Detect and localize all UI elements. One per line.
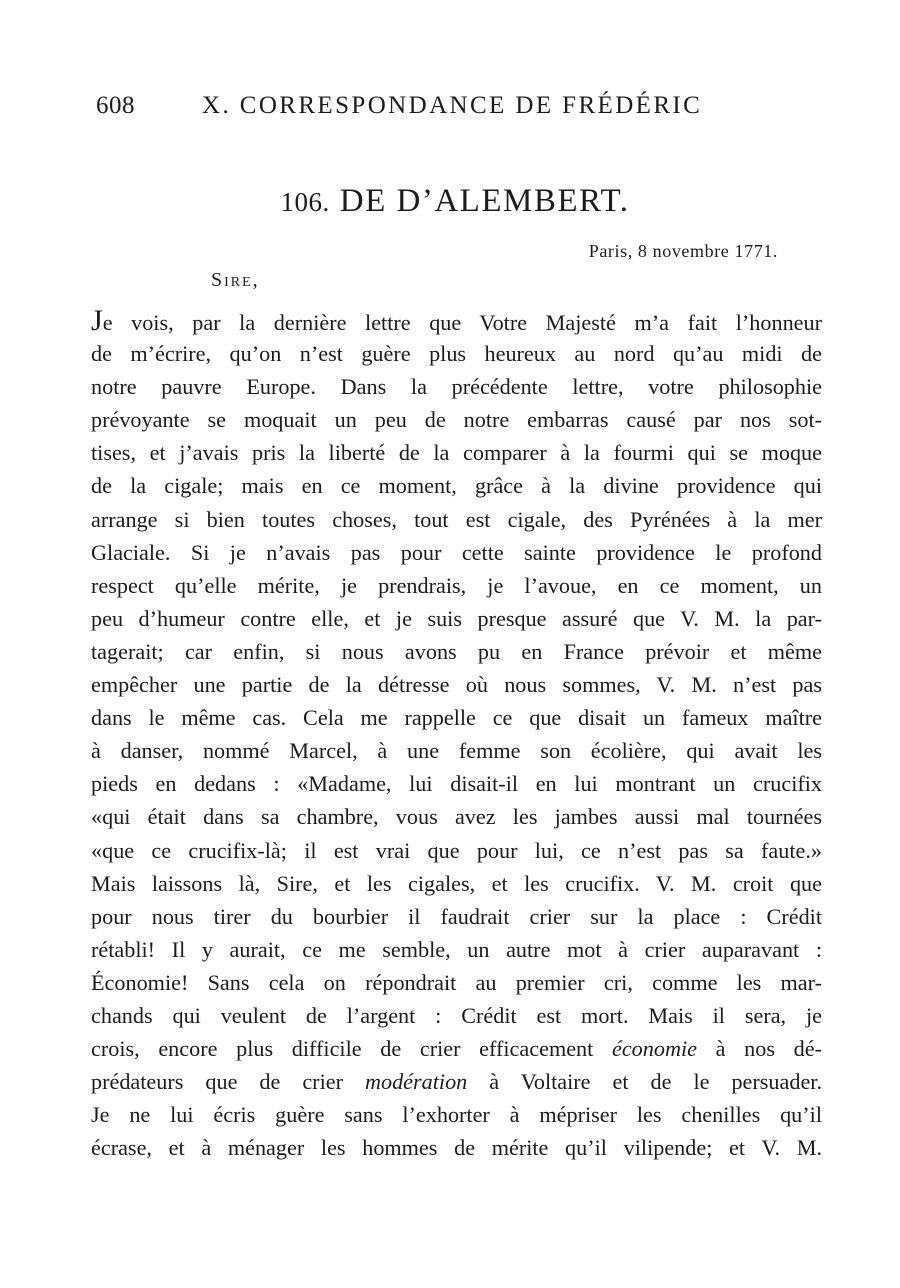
text-line: Mais laissons là, Sire, et les cigales, et les crucifix. V. M. croit que [91, 870, 822, 896]
text-line: tagerait; car enfin, si nous avons pu en France prévoir et même [91, 638, 822, 664]
text-line: de m’écrire, qu’on n’est guère plus heureux au nord qu’au midi de [91, 341, 822, 367]
page-number: 608 [96, 92, 135, 119]
text-line: Économie! Sans cela on répondrait au premier cri, comme les mar- [91, 969, 822, 995]
text-line: «qui était dans sa chambre, vous avez les jambes aussi mal tournées [91, 804, 822, 830]
text-line: rétabli! Il y aurait, ce me semble, un autre mot à crier auparavant : [91, 936, 822, 962]
text-line: pieds en dedans : «Madame, lui disait-il en lui montrant un crucifix [91, 771, 822, 797]
dateline: Paris, 8 novembre 1771. [588, 241, 778, 261]
text-line: pour nous tirer du bourbier il faudrait crier sur la place : Crédit [91, 903, 822, 929]
text-line: de la cigale; mais en ce moment, grâce à la divine providence qui [91, 473, 822, 499]
text-line: écrase, et à ménager les hommes de mérite qu’il vilipende; et V. M. [91, 1135, 822, 1161]
running-head [96, 92, 736, 128]
text-line: empêcher une partie de la détresse où nous sommes, V. M. n’est pas [91, 672, 822, 698]
text-line: Glaciale. Si je n’avais pas pour cette sainte providence le profond [91, 539, 822, 565]
drop-cap: J [91, 304, 103, 337]
text-line: peu d’humeur contre elle, et je suis presque assuré que V. M. la par- [91, 605, 822, 631]
text-line: arrange si bien toutes choses, tout est cigale, des Pyrénées à la mer [91, 506, 822, 532]
text-line: «que ce crucifix-là; il est vrai que pour lui, ce n’est pas sa faute.» [91, 837, 822, 863]
letter-body [91, 304, 822, 1164]
text-line: prédateurs que de crier modération à Voltaire et de le persuader. [91, 1069, 823, 1095]
italic-word: économie [611, 1036, 697, 1062]
letter-heading [0, 183, 900, 220]
text-line: Je ne lui écris guère sans l’exhorter à mépriser les chenilles qu’il [91, 1102, 822, 1128]
text-line: crois, encore plus difficile de crier efficacement économie à nos dé- [91, 1036, 822, 1062]
salutation: Sire, [211, 269, 260, 291]
running-title: X. CORRESPONDANCE DE FRÉDÉRIC [202, 92, 703, 119]
text-line: prévoyante se moquait un peu de notre embarras causé par nos sot- [91, 407, 822, 433]
letter-title: DE D’ALEMBERT. [339, 183, 630, 219]
text-line: Je vois, par la dernière lettre que Votre Majesté m’a fait l’honneur [91, 304, 822, 337]
text-line: chands qui veulent de l’argent : Crédit est mort. Mais il sera, je [91, 1002, 822, 1028]
text-line: à danser, nommé Marcel, à une femme son écolière, qui avait les [91, 738, 822, 764]
text-line: notre pauvre Europe. Dans la précédente lettre, votre philosophie [91, 374, 822, 400]
italic-word: modération [364, 1069, 468, 1095]
text-line: dans le même cas. Cela me rappelle ce que disait un fameux maître [91, 705, 822, 731]
text-line: tises, et j’avais pris la liberté de la comparer à la fourmi qui se moque [91, 440, 822, 466]
letter-number: 106. [280, 187, 330, 217]
text-line: respect qu’elle mérite, je prendrais, je l’avoue, en ce moment, un [91, 572, 822, 598]
